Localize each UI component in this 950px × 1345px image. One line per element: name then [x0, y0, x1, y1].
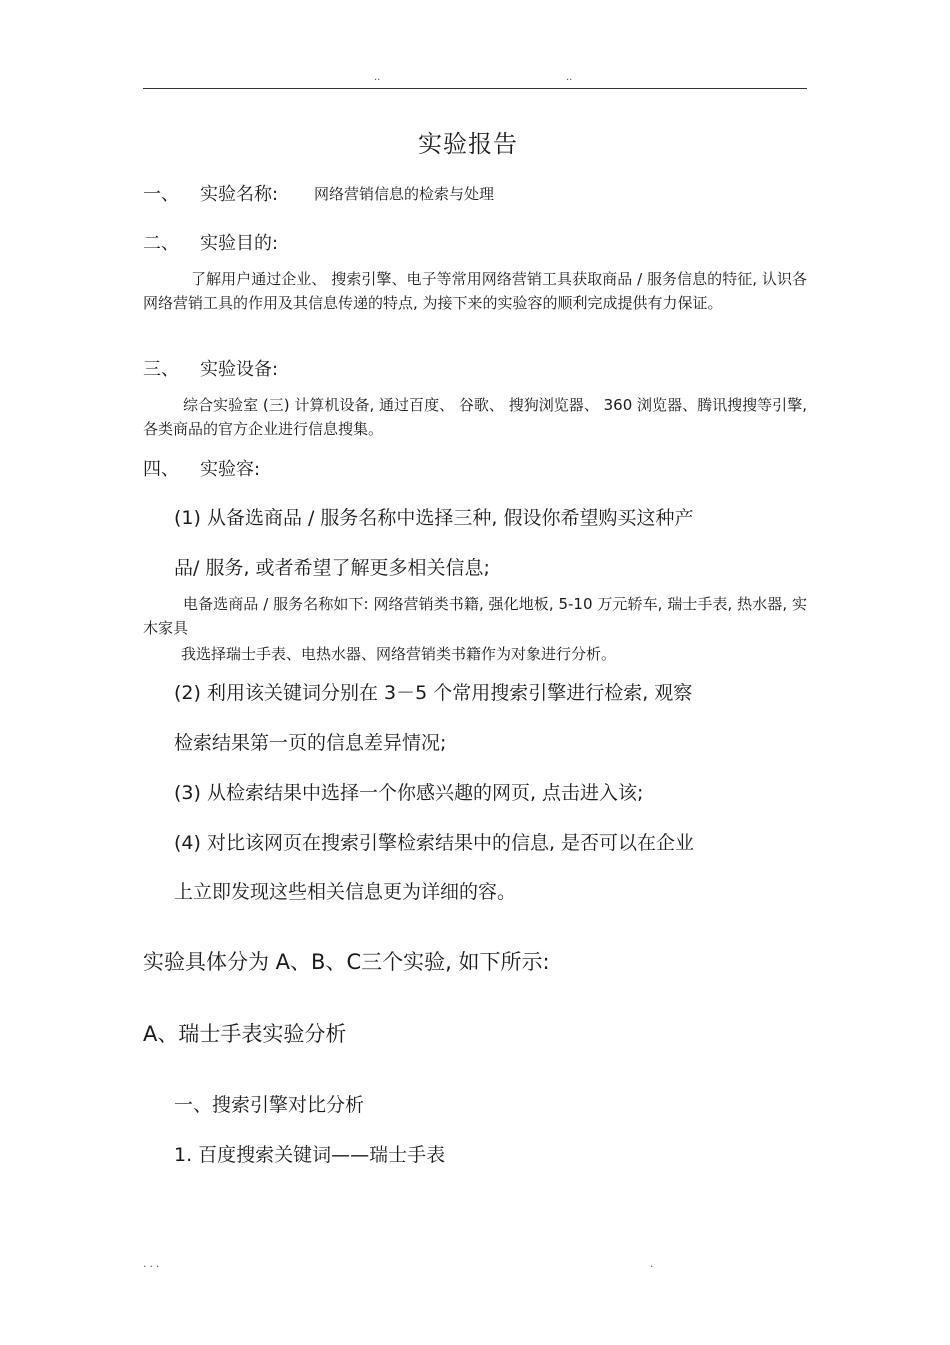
candidate-list: 电备选商品 / 服务名称如下: 网络营销类书籍, 强化地板, 5-10 万元轿车, 瑞士手表, 热水器, 实木家具	[143, 595, 807, 637]
part-a-heading: A、瑞士手表实验分析	[143, 1022, 347, 1046]
section-3-number: 三、	[143, 359, 179, 380]
header-rule	[143, 88, 807, 89]
step-3: (3) 从检索结果中选择一个你感兴趣的网页, 点击进入该;	[174, 782, 644, 804]
step-2-line-2: 检索结果第一页的信息差异情况;	[174, 732, 447, 754]
section-1-label: 实验名称:	[200, 184, 279, 205]
header-dots-right: ..	[566, 72, 573, 83]
experiment-summary: 实验具体分为 A、B、C三个实验, 如下所示:	[143, 950, 550, 974]
step-2-line-1: (2) 利用该关键词分别在 3－5 个常用搜索引擎进行检索, 观察	[174, 682, 693, 704]
section-3-label: 实验设备:	[200, 359, 279, 380]
step-4-line-1: (4) 对比该网页在搜索引擎检索结果中的信息, 是否可以在企业	[174, 832, 695, 854]
footer-dots-left: ...	[143, 1257, 163, 1270]
section-4-label: 实验容:	[200, 459, 261, 480]
section-3-body: 综合实验室 (三) 计算机设备, 通过百度、 谷歌、 搜狗浏览器、 360 浏览器、腾讯搜搜等引擎, 各类商品的官方企业进行信息搜集。	[143, 396, 807, 438]
section-2-label: 实验目的:	[200, 233, 279, 254]
section-4-number: 四、	[143, 459, 179, 480]
step-4-line-2: 上立即发现这些相关信息更为详细的容。	[174, 881, 517, 903]
section-2-body: 了解用户通过企业、 搜索引擎、电子等常用网络营销工具获取商品 / 服务信息的特征, 认识各网络营销工具的作用及其信息传递的特点, 为接下来的实验容的顺利完成提供有力保证。	[143, 270, 807, 312]
subsection-heading: 一、搜索引擎对比分析	[174, 1094, 365, 1116]
footer-dots-right: .	[650, 1257, 657, 1270]
header-dots-left: ..	[374, 72, 381, 83]
document-title: 实验报告	[418, 130, 518, 158]
step-1-line-2: 品/ 服务, 或者希望了解更多相关信息;	[174, 557, 490, 579]
chosen-items: 我选择瑞士手表、电热水器、网络营销类书籍作为对象进行分析。	[181, 645, 617, 663]
item-1-heading: 1. 百度搜索关键词——瑞士手表	[174, 1144, 446, 1166]
section-2-number: 二、	[143, 233, 179, 254]
section-1-number: 一、	[143, 184, 179, 205]
step-1-line-1: (1) 从备选商品 / 服务名称中选择三种, 假设你希望购买这种产	[174, 507, 694, 529]
section-1-value: 网络营销信息的检索与处理	[314, 185, 495, 203]
